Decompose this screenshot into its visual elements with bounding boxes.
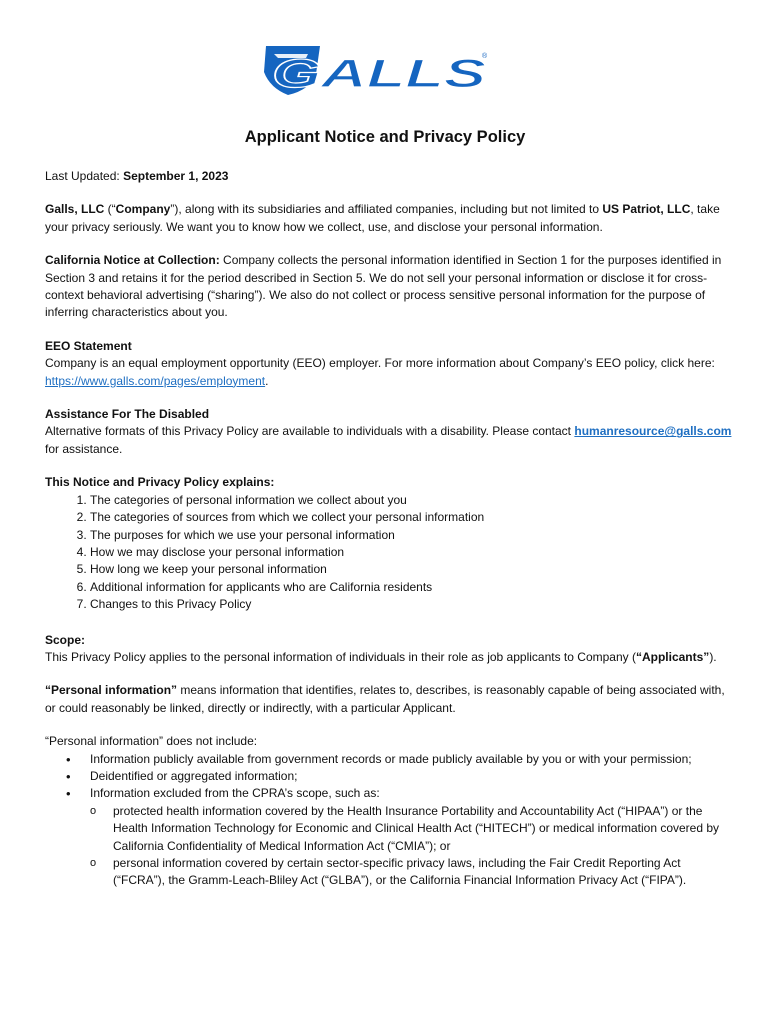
- assistance-section: [45, 406, 735, 458]
- scope-heading: Scope:: [45, 632, 86, 647]
- registered-mark: ®: [482, 53, 488, 60]
- list-item: 5. How long we keep your personal information: [90, 561, 735, 578]
- exclusions-list: [45, 751, 735, 890]
- list-item: • Deidentified or aggregated information;: [90, 768, 735, 785]
- exclusions-section: [45, 733, 735, 890]
- document-title: Applicant Notice and Privacy Policy: [244, 128, 526, 146]
- intro-paragraph: Galls, LLC (“Company”), along with its subsidiaries and affiliated companies, including but not limited to US Patriot, LLC, take your privacy seriously. We want you to know how we collect, use, and disclose your personal information.: [45, 202, 720, 234]
- galls-logo: [258, 44, 490, 96]
- list-item: • Information publicly available from government records or made publicly available by you or with your permission;: [90, 751, 735, 768]
- assistance-heading: Assistance For The Disabled: [45, 407, 210, 422]
- scope-text: This Privacy Policy applies to the personal information of individuals in their role as job applicants to Company (“Applicants”).: [45, 649, 717, 664]
- explains-section: [45, 474, 735, 613]
- assistance-text: Alternative formats of this Privacy Policy are available to individuals with a disability. Please contact humanresource@galls.com for assistance.: [45, 424, 732, 456]
- sub-list-item: o protected health information covered by the Health Insurance Portability and Accountability Act (“HIPAA”) or the Health Information Technology for Economic and Clinical Health Act (“HITECH”) or medical information covered by California Confidentiality of Medical Information Act (“CMIA”); or: [113, 803, 735, 855]
- sub-list-item: o personal information covered by certain sector-specific privacy laws, including the Fair Credit Reporting Act (“FCRA”), the Gramm-Leach-Bliley Act (“GLBA”), or the California Financial Information Privacy Act (“FIPA”).: [113, 855, 735, 890]
- list-item: 3. The purposes for which we use your personal information: [90, 527, 735, 544]
- exclusions-intro: “Personal information” does not include:: [45, 734, 258, 749]
- eeo-text: Company is an equal employment opportunity (EEO) employer. For more information about Company’s EEO policy, click here: https://www.galls.com/pages/employment.: [45, 356, 715, 388]
- list-item: 2. The categories of sources from which we collect your personal information: [90, 509, 735, 526]
- hr-email-link[interactable]: humanresource@galls.com: [574, 424, 732, 439]
- last-updated: Last Updated: September 1, 2023: [45, 169, 229, 183]
- employment-link[interactable]: https://www.galls.com/pages/employment: [45, 373, 266, 388]
- eeo-section: [45, 338, 735, 390]
- list-item: 7. Changes to this Privacy Policy: [90, 596, 735, 613]
- list-item: • Information excluded from the CPRA’s scope, such as: o protected health information covered by the Health Insurance Portability and Accountability Act (“HIPAA”) or the Health Information Technology for Economic and Clinical Health Act (“HITECH”) or medical information covered by California Confidentiality of Medical Information Act (“CMIA”); or o personal information covered by certain sector-specific privacy laws, including the Fair Credit Reporting Act (“FCRA”), the Gramm-Leach-Bliley Act (“GLBA”), or the California Financial Information Privacy Act (“FIPA”).: [90, 785, 735, 889]
- logo-text: GALLS: [272, 52, 487, 96]
- list-item: 1. The categories of personal information we collect about you: [90, 492, 735, 509]
- california-notice: California Notice at Collection: Company collects the personal information identified in Section 1 for the purposes identified in Section 3 and retains it for the period described in Section 5. We do not sell your personal information or disclose it for cross-context behavioral advertising (“sharing”). We also do not collect or process sensitive personal information for the purpose of inferring characteristics about you.: [45, 253, 722, 320]
- document-body: [45, 168, 735, 890]
- explains-heading: This Notice and Privacy Policy explains:: [45, 475, 275, 490]
- explains-list: [45, 492, 735, 614]
- personal-info-definition: “Personal information” means information that identifies, relates to, describes, is reasonably capable of being associated with, or could reasonably be linked, directly or indirectly, with a particular Applicant.: [45, 683, 725, 715]
- eeo-heading: EEO Statement: [45, 338, 132, 353]
- exclusions-sublist: [90, 803, 735, 890]
- list-item: 4. How we may disclose your personal information: [90, 544, 735, 561]
- scope-section: [45, 632, 735, 667]
- list-item: 6. Additional information for applicants who are California residents: [90, 579, 735, 596]
